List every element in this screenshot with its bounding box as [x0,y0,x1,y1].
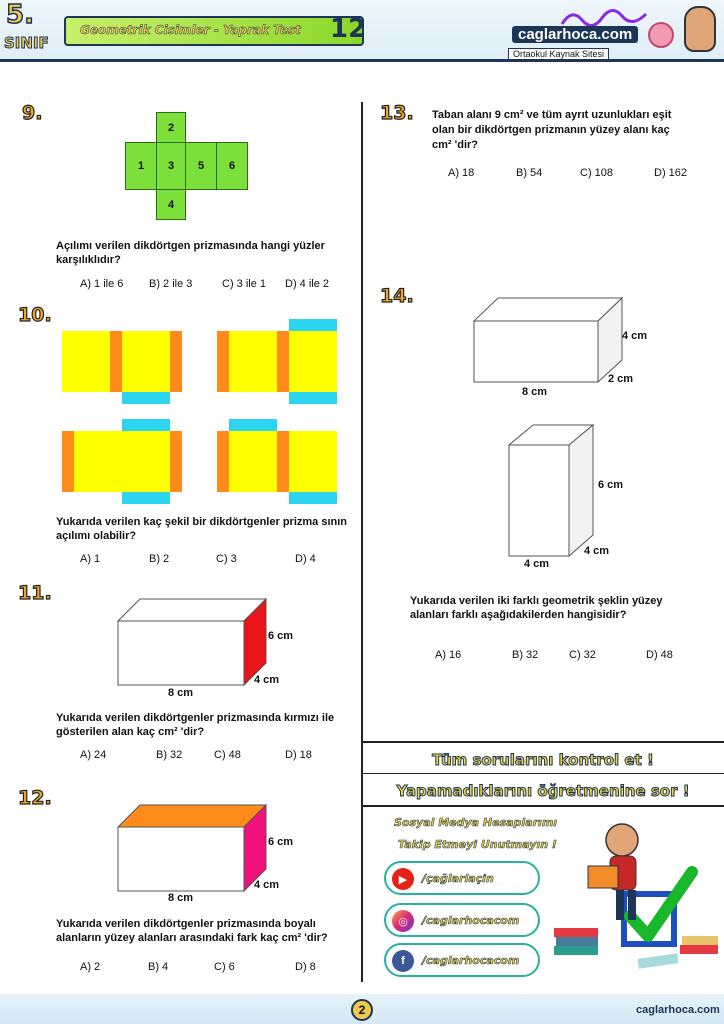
net-face: 3 [156,142,186,190]
net-face [74,431,122,492]
facebook-icon: f [392,950,414,972]
question-14-number: 14. [380,285,414,307]
width-label: 4 cm [524,558,550,570]
width-label: 8 cm [168,892,194,904]
choice-c[interactable]: C) 108 [580,167,614,179]
width-label: 8 cm [168,687,194,699]
question-13-number: 13. [380,102,414,124]
brain-icon [648,22,674,48]
net-face [289,392,337,404]
net-face: 5 [185,142,217,190]
facebook-link[interactable] [384,943,540,977]
question-14-prism-1 [470,296,630,388]
choice-b[interactable]: B) 2 ile 3 [149,278,193,290]
question-13-text-line2: olan bir dikdörtgen prizmanın yüzey alanı kaç [432,124,670,136]
net-face [229,431,277,492]
column-divider [361,102,363,982]
choice-d[interactable]: D) 48 [646,649,673,661]
choice-c[interactable]: C) 32 [569,649,596,661]
choice-b[interactable]: B) 32 [156,749,183,761]
net-face [229,331,277,392]
choice-b[interactable]: B) 32 [512,649,539,661]
question-12-text: Yukarıda verilen dikdörtgenler prizmasında boyalı alanların yüzey alanları arasındaki fark kaç cm² 'dir? [56,918,328,944]
net-face [277,431,289,492]
teacher-avatar [684,6,716,52]
choice-a[interactable]: A) 24 [80,749,107,761]
test-number: 12 [330,14,367,44]
choice-a[interactable]: A) 18 [448,167,475,179]
question-11-number: 11. [18,582,52,604]
net-face [289,319,337,331]
choice-b[interactable]: B) 4 [148,961,169,973]
choice-a[interactable]: A) 2 [80,961,101,973]
promo-line-2: Yapamadıklarını öğretmenine sor ! [396,782,690,800]
net-face [122,331,170,392]
question-11-prism [110,594,270,690]
question-14-text: Yukarıda verilen iki farklı geometrik şeklin yüzey alanları farklı aşağıdakilerden hangisidir? [410,595,663,621]
net-face [289,492,337,504]
brand-subtitle: Ortaokul Kaynak Sitesi [508,48,609,60]
question-12-prism [110,800,270,896]
choice-c[interactable]: C) 3 [216,553,237,565]
net-face: 2 [156,112,186,143]
facebook-handle: /caglarhocacom [422,954,520,967]
question-9-number: 9. [22,102,43,124]
net-face [289,431,337,492]
question-14-prism-2 [505,423,597,559]
net-face [110,331,122,392]
height-label: 4 cm [622,330,648,342]
net-face [122,419,170,431]
grade-number: 5. [6,0,34,30]
promo-bottom-rule [362,805,724,807]
question-9-text: Açılımı verilen dikdörtgen prizmasında hangi yüzler karşılıklıdır? [56,240,325,266]
brand-logo: caglarhoca.com [512,26,638,43]
net-face [122,492,170,504]
promo-top-rule [362,741,724,743]
teacher-checkmark-illustration [552,810,720,982]
net-face [217,331,229,392]
net-face [229,419,277,431]
choice-d[interactable]: D) 18 [285,749,312,761]
youtube-icon: ▶ [392,868,414,890]
choice-b[interactable]: B) 54 [516,167,543,179]
net-face [289,331,337,392]
instagram-handle: /caglarhocacom [422,914,520,927]
choice-a[interactable]: A) 1 [80,553,101,565]
height-label: 6 cm [268,630,294,642]
net-face: 6 [216,142,248,190]
choice-b[interactable]: B) 2 [149,553,170,565]
net-face [277,331,289,392]
choice-a[interactable]: A) 16 [435,649,462,661]
instagram-icon: ◎ [392,910,414,932]
question-10-text: Yukarıda verilen kaç şekil bir dikdörtgenler prizma sının açılımı olabilir? [56,516,348,542]
choice-d[interactable]: D) 162 [654,167,688,179]
net-face [170,331,182,392]
promo-mid-rule [362,773,724,774]
question-10-number: 10. [18,304,52,326]
net-face [62,431,74,492]
choice-d[interactable]: D) 4 ile 2 [285,278,330,290]
net-face [122,392,170,404]
footer-site: caglarhoca.com [636,1004,720,1016]
height-label: 6 cm [598,479,624,491]
question-12-number: 12. [18,787,52,809]
choice-c[interactable]: C) 3 ile 1 [222,278,267,290]
page-title: Geometrik Cisimler - Yaprak Test [80,23,301,37]
depth-label: 2 cm [608,373,634,385]
question-13-text-line3: cm² 'dir? [432,139,479,151]
net-face [170,431,182,492]
net-face: 4 [156,189,186,220]
choice-a[interactable]: A) 1 ile 6 [80,278,124,290]
choice-c[interactable]: C) 6 [214,961,235,973]
net-face [62,331,110,392]
net-face: 1 [125,142,157,190]
grade-word: SINIF [4,34,49,52]
net-face [122,431,170,492]
height-label: 6 cm [268,836,294,848]
instagram-link[interactable] [384,903,540,937]
net-face [217,431,229,492]
choice-d[interactable]: D) 8 [295,961,316,973]
depth-label: 4 cm [254,879,280,891]
question-11-text: Yukarıda verilen dikdörtgenler prizmasında kırmızı ile gösterilen alan kaç cm² 'dir? [56,712,335,738]
youtube-handle: /çağlarlaçin [422,872,494,885]
social-title-2: Takip Etmeyi Unutmayın ! [398,838,557,851]
youtube-link[interactable] [384,861,540,895]
social-title-1: Sosyal Medya Hesaplarımı [394,816,558,829]
choice-c[interactable]: C) 48 [214,749,241,761]
depth-label: 4 cm [254,674,280,686]
choice-d[interactable]: D) 4 [295,553,316,565]
page-number: 2 [351,999,373,1021]
depth-label: 4 cm [584,545,610,557]
width-label: 8 cm [522,386,548,398]
promo-line-1: Tüm sorularını kontrol et ! [432,751,654,769]
question-13-text-line1: Taban alanı 9 cm² ve tüm ayrıt uzunlukları eşit [432,109,672,121]
